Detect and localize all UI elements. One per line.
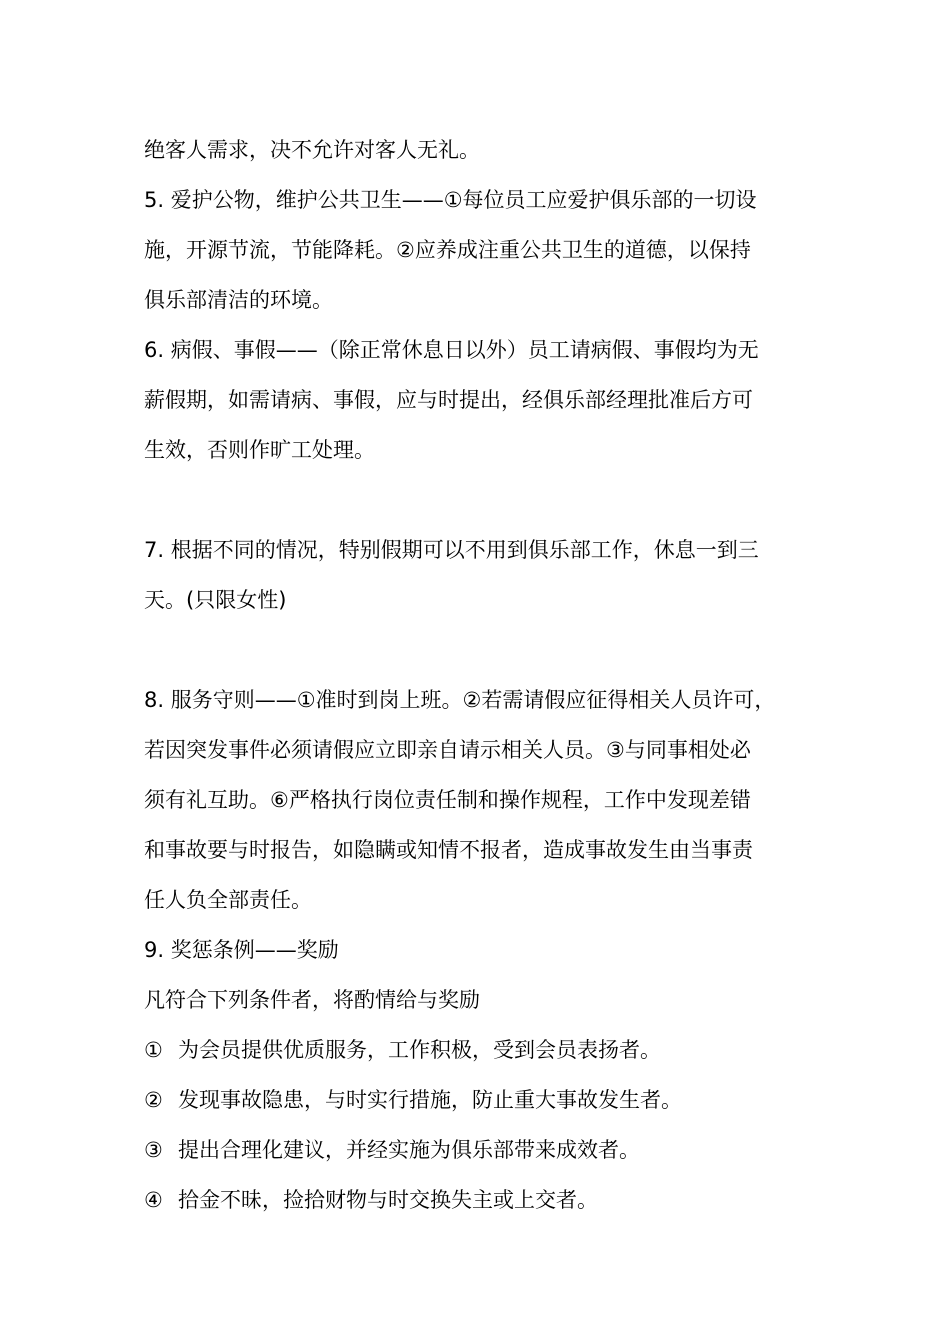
- reward-text: 拾金不昧，捡拾财物与时交换失主或上交者。: [178, 1188, 598, 1212]
- text-line: 凡符合下列条件者，将酌情给与奖励: [144, 988, 480, 1012]
- text-line: 俱乐部清洁的环境。: [144, 288, 333, 312]
- text-line: 7. 根据不同的情况，特别假期可以不用到俱乐部工作，休息一到三: [144, 538, 759, 562]
- reward-item: [144, 1125, 844, 1175]
- text-line: 生效，否则作旷工处理。: [144, 438, 375, 462]
- text-line: 天。(只限女性): [144, 588, 287, 612]
- text-line: 施，开源节流，节能降耗。②应养成注重公共卫生的道德，以保持: [144, 238, 751, 262]
- reward-number: ④: [144, 1188, 163, 1212]
- reward-number: ①: [144, 1038, 163, 1062]
- text-line: 须有礼互助。⑥严格执行岗位责任制和操作规程，工作中发现差错: [144, 788, 751, 812]
- text-line: 绝客人需求，决不允许对客人无礼。: [144, 138, 480, 162]
- reward-number: ②: [144, 1088, 163, 1112]
- paragraph-spacer: [144, 625, 844, 675]
- text-line: 任人负全部责任。: [144, 888, 312, 912]
- text-line: 若因突发事件必须请假应立即亲自请示相关人员。③与同事相处必: [144, 738, 751, 762]
- text-line: 6. 病假、事假——（除正常休息日以外）员工请病假、事假均为无: [144, 338, 759, 362]
- text-line: 和事故要与时报告，如隐瞒或知情不报者，造成事故发生由当事责: [144, 838, 753, 862]
- reward-text: 发现事故隐患，与时实行措施，防止重大事故发生者。: [178, 1088, 682, 1112]
- document-page: [144, 125, 844, 1225]
- paragraph-spacer: [144, 475, 844, 525]
- reward-item: [144, 1025, 844, 1075]
- text-line: 5. 爱护公物，维护公共卫生——①每位员工应爱护俱乐部的一切设: [144, 188, 757, 212]
- section-heading: 9. 奖惩条例——奖励: [144, 938, 339, 962]
- reward-number: ③: [144, 1138, 163, 1162]
- reward-item: [144, 1175, 844, 1225]
- reward-text: 提出合理化建议，并经实施为俱乐部带来成效者。: [178, 1138, 640, 1162]
- text-line: 薪假期，如需请病、事假，应与时提出，经俱乐部经理批准后方可: [144, 388, 753, 412]
- reward-item: [144, 1075, 844, 1125]
- reward-text: 为会员提供优质服务，工作积极，受到会员表扬者。: [178, 1038, 661, 1062]
- text-line: 8. 服务守则——①准时到岗上班。②若需请假应征得相关人员许可，: [144, 688, 776, 712]
